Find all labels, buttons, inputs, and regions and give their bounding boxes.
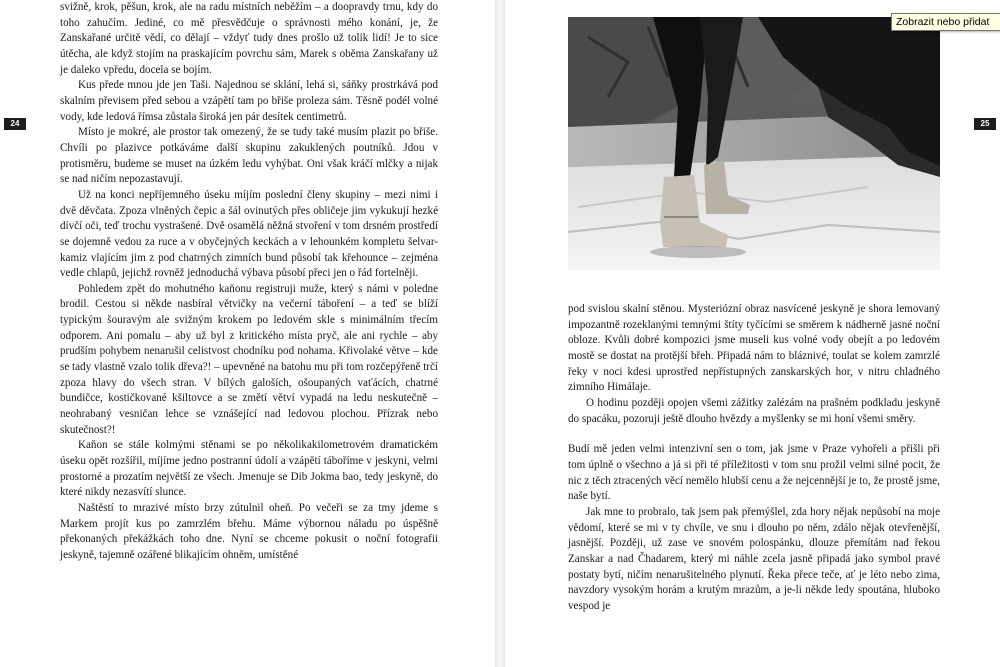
trek-photo	[568, 17, 940, 270]
paragraph: svižně, krok, pěšun, krok, ale na radu místních neběžím – a doopravdy trnu, kdy do toho zahučím. Jediné, co mě přesvědčuje o správnosti mého konání, je, že Zanskařané určitě vědí, co dělají – vždyť tudy dnes prošlo už tolik lidí! Je to sice útěcha, ale když stojím na praskajícím povrchu sám, Marek s oběma Zanskařany už je daleko vpředu, docela se bojím.	[60, 1, 438, 76]
paragraph: Kaňon se stále kolmými stěnami se po několikakilometrovém dramatickém úseku opět rozšířil, míjíme jedno postranní údolí a vzápětí táboříme v jeskyni, velmi prostorné a prozatím největší ze všech. Jmenuje se Dib Jokma bao, tedy jeskyně, do které nikdy nezasvítí slunce.	[60, 439, 438, 499]
book-gutter	[495, 0, 505, 667]
paragraph: Už na konci nepříjemného úseku míjím poslední členy skupiny – mezi nimi i dvě děvčata. Zpoza vlněných čepic a šál ovinutých přes obličeje jim vykukují hezké dívčí oči, teď trochu vystrašené. Dvě osamělá něžná stvoření v tom drsném prostředí se dojemně vedou za ruce a v obyčejných keckách a v lehounkém kompletu šelvar-kamiz vlajícím jim z pod chatrných zimních bund působí tak křehounce – zejména vedle chlapů, jejichž rovněž jednoduchá výbava působí přeci jen o řád fortelněji.	[60, 188, 438, 280]
left-page	[0, 0, 495, 667]
paragraph: Kus přede mnou jde jen Taši. Najednou se sklání, lehá si, sáňky prostrkává pod skalním převisem před sebou a vzápětí tam po břiše proleza sám. Těsně podél volné vody, kde ledová římsa zůstala široká jen pár desítek centimetrů.	[60, 79, 438, 123]
trek-photo-graphic	[568, 17, 940, 270]
page-number-left: 24	[4, 118, 26, 130]
page-number-right: 25	[974, 118, 996, 130]
left-page-text	[60, 0, 438, 564]
tooltip: Zobrazit nebo přidat	[891, 13, 1000, 31]
paragraph: Naštěstí to mrazivé místo brzy zútulnil oheň. Po večeři se za tmy jdeme s Markem projít kus po zamrzlém břehu. Máme výbornou náladu po úspěšně překonaných překážkách toho dne. Nyní se chceme pokusit o noční fotografii jeskyně, tajemně ozářené blikajícím ohněm, umístěné	[60, 502, 438, 561]
paragraph: Jak mne to probralo, tak jsem pak přemýšlel, zda hory nějak nepůsobí na moje vědomí, které se mi v ty chvíle, ve snu i dlouho po něm, zdálo nějak otevřenější, jasnější. Později, už zase ve snovém polospánku, dlouze přemítám nad řekou Zanskar a nad Čhadarem, který mi náhle zcela jasně připadá jako symbol pravé postaty bytí, ničím nenarušitelného plynutí. Řeka přece teče, ať je léto nebo zima, navzdory vysokým horám a krutým mrazům, a je-li někde ledy spoutána, hluboko vespod je	[568, 505, 940, 612]
paragraph: Pohledem zpět do mohutného kaňonu registruji muže, který s námi v poledne brodil. Cestou si někde nasbíral větvičky na večerní táboření – a teď se blíží typickým šouravým ale svižným krokem po ledovém skle s minimálním třecím odporem. Ani pomalu – aby už byl z kritického místa pryč, ale ani rychle – aby prudším pohybem nenarušil celistvost chodníku pod nohama. Křivolaké větve – kde se tady vlastně vzalo tolik dřeva?! – upevněné na batohu mu při tom rozčepýřeně trčí zpoza hlavy do všech stran. V bílých galoších, ošoupaných vaťácích, chatrné bundičce, kostičkované kšiltovce a se změtí větví vypadá na ledu neskutečně – neohrabaný vesničan lehce se vznášející nad ledovou plochou. Přízrak nebo skutečnost?!	[60, 282, 438, 436]
paragraph: Budí mě jeden velmi intenzivní sen o tom, jak jsme v Praze vyhořeli a přišli při tom úplně o všechno a já si při té příležitosti v tom snu prožil velmi silné pocit, že nic z těch ztracených věcí nemělo hlubší cenu a že nejcennější je to, že prostě jsme, naše bytí.	[568, 443, 940, 503]
paragraph: O hodinu později opojen všemi zážitky zalézám na prašném podkladu jeskyně do spacáku, pozoruji ještě dlouho hvězdy a myšlenky se mi honí všemi směry.	[568, 396, 940, 425]
paragraph: pod svislou skalní stěnou. Mysteriózní obraz nasvícené jeskyně je shora lemovaný impozantně rozeklanými temnými štíty tyčícími se směrem k nádherně jasné noční obloze. Kvůli dobré kompozici jsme museli kus volné vody obejít a po ledovém mostě se dostat na protější břeh. Připadá nám to bláznivé, toulat se kolem zamrzlé řeky v noci kdesi uprostřed nepřístupných zanskarských hor, v nitru chladného zimního Himálaje.	[568, 303, 940, 394]
right-page-text	[568, 302, 940, 614]
paragraph: Místo je mokré, ale prostor tak omezený, že se tudy také musím plazit po břiše. Chvíli po plazivce potkáváme další skupinu zakuklených poutníků. Jdou v protisměru, budeme se muset na úzkém ledu vyhýbat. Oni však kráčí mlčky a nijak se nad ničím nepozastavují.	[60, 126, 438, 186]
